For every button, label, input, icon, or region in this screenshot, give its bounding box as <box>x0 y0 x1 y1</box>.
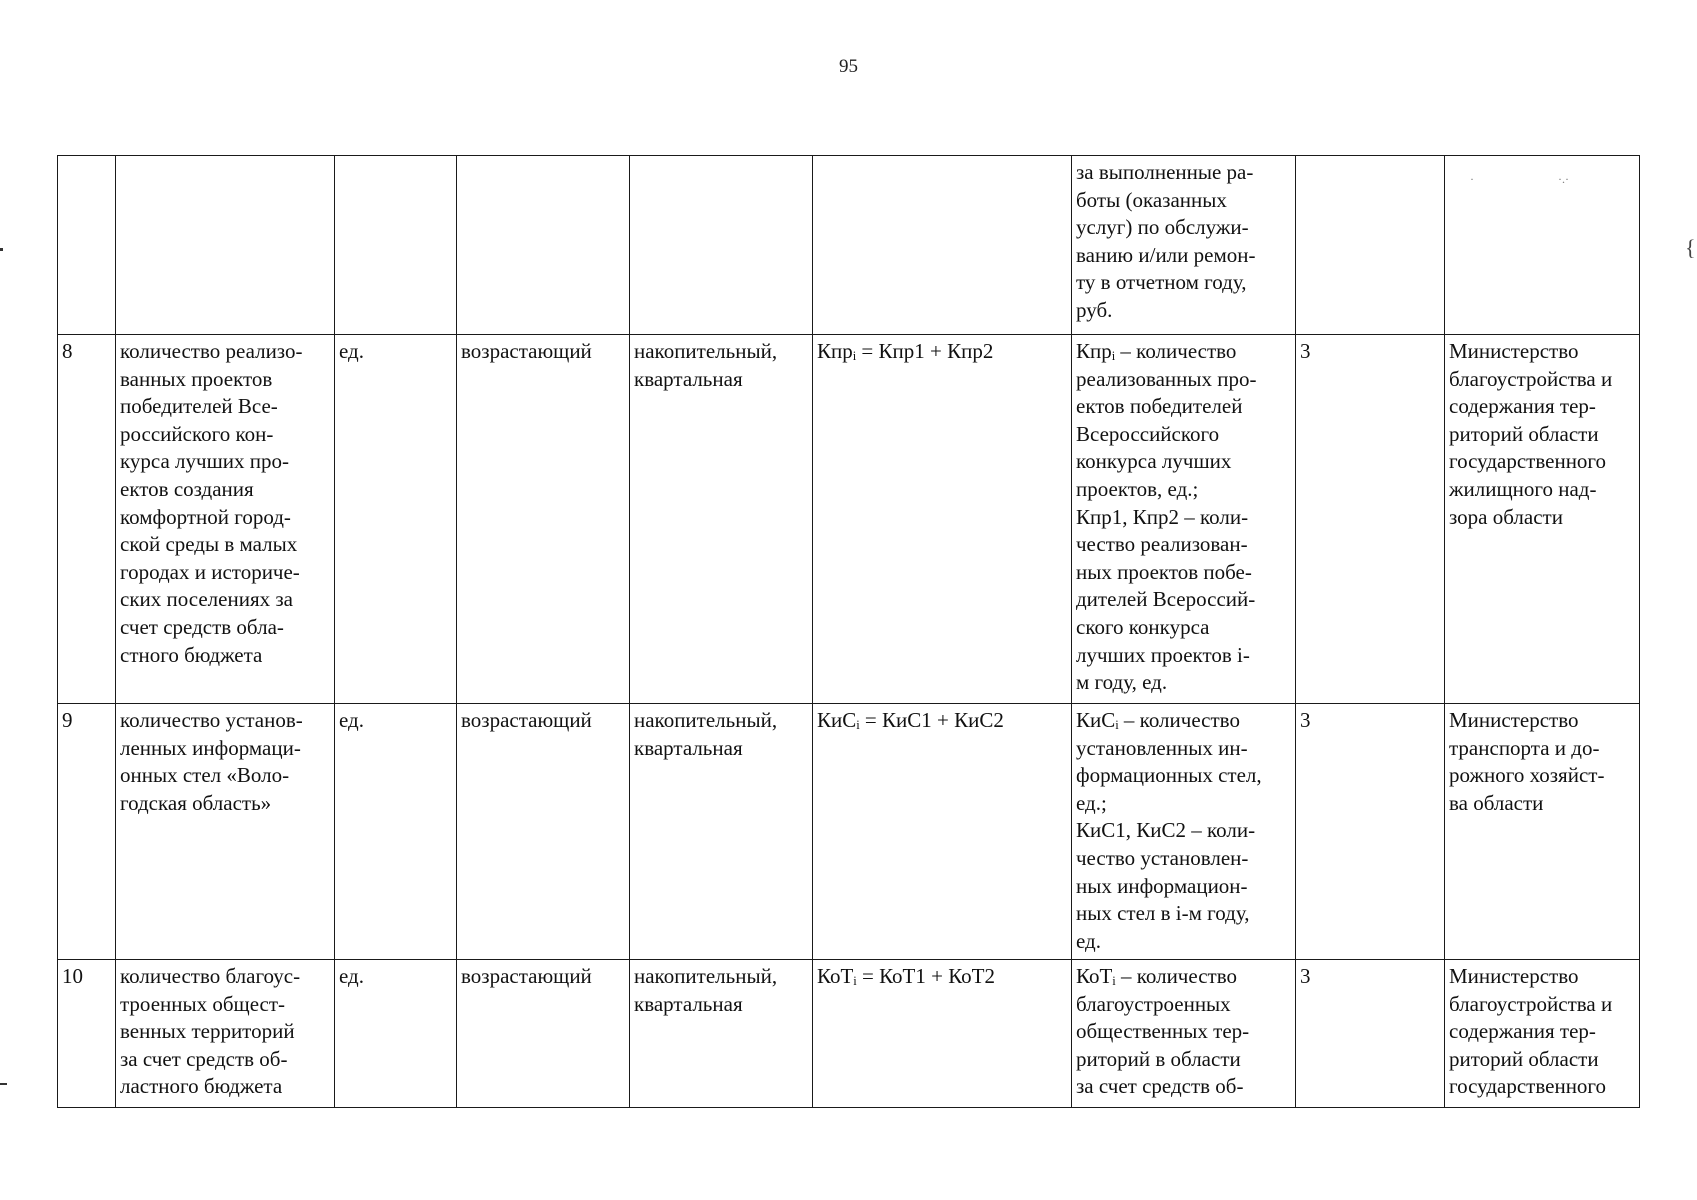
indicators-table <box>57 155 1640 1108</box>
cell-description: КиСᵢ – количество установленных ин- формационных стел, ед.; КиС1, КиС2 – коли- чество установлен- ных информацион- ных стел в i-м году, ед. <box>1072 704 1296 960</box>
cell-number <box>58 156 116 335</box>
cell-indicator-name: количество установ- ленных информаци- онных стел «Воло- годская область» <box>116 704 335 960</box>
table-row <box>58 335 1640 704</box>
cell-trend: возрастающий <box>457 335 630 704</box>
cell-number: 9 <box>58 704 116 960</box>
cell-responsible: Министерство благоустройства и содержания тер- риторий области государственного <box>1445 960 1640 1108</box>
cell-trend: возрастающий <box>457 960 630 1108</box>
cell-responsible <box>1445 156 1640 335</box>
cell-source: 3 <box>1296 335 1445 704</box>
cell-responsible: Министерство транспорта и до- рожного хозяйст- ва области <box>1445 704 1640 960</box>
cell-description: Кпрᵢ – количество реализованных про- ектов победителей Всероссийского конкурса лучших проектов, ед.; Кпр1, Кпр2 – коли- чество реализован- ных проектов побе- дителей Всероссий- ского конкурса лучших проектов i- м году, ед. <box>1072 335 1296 704</box>
cell-number: 10 <box>58 960 116 1108</box>
cell-responsible: Министерство благоустройства и содержания тер- риторий области государственного жилищного над- зора области <box>1445 335 1640 704</box>
table-row <box>58 704 1640 960</box>
cell-indicator-name: количество реализо- ванных проектов победителей Все- российского кон- курса лучших про- ектов создания комфортной город- ской среды в малых городах и историче- ских поселениях за счет средств обла- стного бюджета <box>116 335 335 704</box>
page-number: 95 <box>839 56 858 77</box>
cell-source <box>1296 156 1445 335</box>
cell-indicator-name <box>116 156 335 335</box>
cell-source: 3 <box>1296 704 1445 960</box>
cell-trend: возрастающий <box>457 704 630 960</box>
cell-source: 3 <box>1296 960 1445 1108</box>
cell-formula: Кпрᵢ = Кпр1 + Кпр2 <box>813 335 1072 704</box>
cell-indicator-type: накопительный, квартальная <box>630 704 813 960</box>
cell-number: 8 <box>58 335 116 704</box>
table-row <box>58 156 1640 335</box>
cell-trend <box>457 156 630 335</box>
scan-mark-top-left <box>0 248 3 251</box>
scan-artifact-right-edge: { <box>1685 235 1696 260</box>
cell-unit: ед. <box>335 335 457 704</box>
cell-unit <box>335 156 457 335</box>
cell-indicator-type <box>630 156 813 335</box>
cell-indicator-name: количество благоус- троенных общест- венных территорий за счет средств об- ластного бюджета <box>116 960 335 1108</box>
scan-mark-bottom-left <box>0 1083 7 1085</box>
cell-formula <box>813 156 1072 335</box>
cell-description: за выполненные ра- боты (оказанных услуг) по обслужи- ванию и/или ремон- ту в отчетном году, руб. <box>1072 156 1296 335</box>
cell-indicator-type: накопительный, квартальная <box>630 335 813 704</box>
table-row <box>58 960 1640 1108</box>
cell-description: КоТᵢ – количество благоустроенных общественных тер- риторий в области за счет средств об- <box>1072 960 1296 1108</box>
cell-unit: ед. <box>335 960 457 1108</box>
scan-specks: · ·.· <box>1470 172 1569 186</box>
cell-indicator-type: накопительный, квартальная <box>630 960 813 1108</box>
cell-formula: КиСᵢ = КиС1 + КиС2 <box>813 704 1072 960</box>
cell-formula: КоТᵢ = КоТ1 + КоТ2 <box>813 960 1072 1108</box>
cell-unit: ед. <box>335 704 457 960</box>
